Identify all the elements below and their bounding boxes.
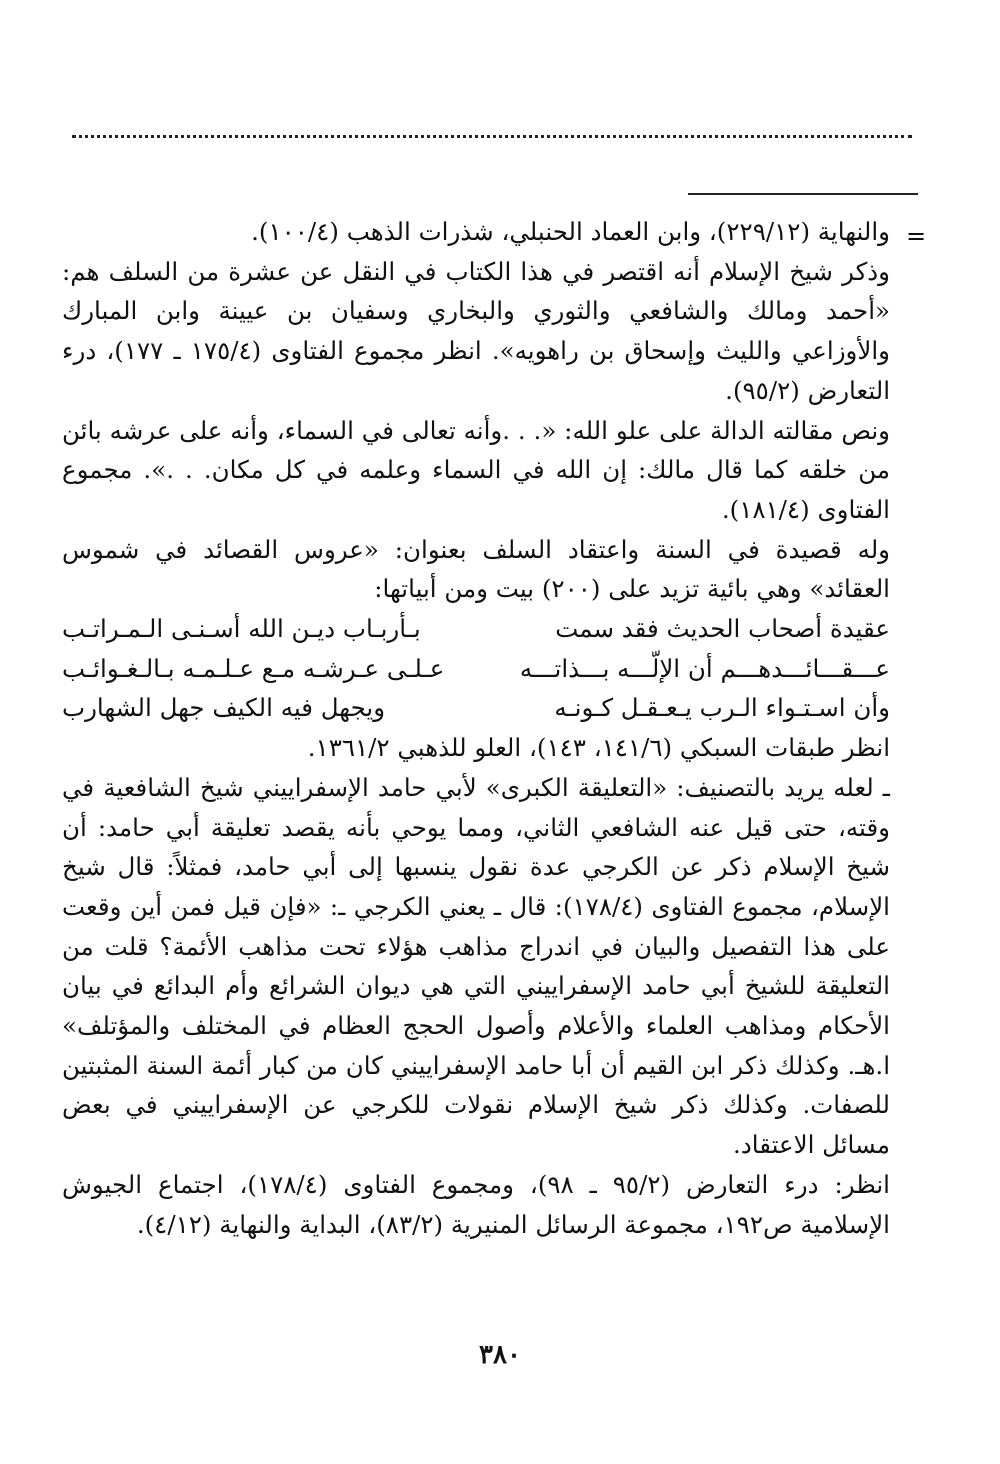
verse-first-half: وأن اسـتـواء الـرب يـعـقـل كـونـه [554, 693, 890, 723]
footnote-paragraph: انظر طبقات السبكي (١٤١/٦، ١٤٣)، العلو للذهبي ١٣٦١/٢. [307, 733, 890, 763]
verse-second-half: ويجهل فيه الكيف جهل الشهارب [62, 693, 386, 723]
verse-second-half: عـلـى عـرشـه مـع عـلـمـه بـالـغـوائـب [62, 653, 445, 683]
footnotes-block [62, 212, 890, 1244]
dotted-separator [72, 118, 912, 138]
footnote-paragraph: والنهاية (٢٢٩/١٢)، وابن العماد الحنبلي، شذرات الذهب (١٠٠/٤). [251, 217, 890, 246]
footnote-paragraph: انظر: درء التعارض (٩٥/٢ ـ ٩٨)، ومجموع الفتاوى (١٧٨/٤)، اجتماع الجيوش الإسلامية ص١٩٢، مجموعة الرسائل المنيرية (٨٣/٢)، البداية والنهاية (٤/١٢). [62, 1169, 890, 1239]
verse-first-half: عـــقـــائـــدهـــم أن الإلّـــه بـــذاتـــه [519, 653, 890, 683]
page-number: ٣٨٠ [479, 1340, 521, 1370]
footnote-paragraph: ـ لعله يريد بالتصنيف: «التعليقة الكبرى» لأبي حامد الإسفراييني شيخ الشافعية في وقته، حتى قيل عنه الشافعي الثاني، ومما يوحي بأنه يقصد تعليقة أبي حامد: أن شيخ الإسلام ذكر عن الكرجي عدة نقول ينسبها إلى أبي حامد، فمثلاً: قال شيخ الإسلام، مجموع الفتاوى (١٧٨/٤): قال ـ يعني الكرجي ـ: «فإن قيل فمن أين وقعت على هذا التفصيل والبيان في اندراج مذاهب هؤلاء تحت مذاهب الأئمة؟ قلت من التعليقة للشيخ أبي حامد الإسفراييني التي هي ديوان الشرائع وأم البدائع في بيان الأحكام ومذاهب العلماء والأعلام وأصول الحجج العظام في المختلف والمؤتلف» ا.هـ. وكذلك ذكر ابن القيم أن أبا حامد الإسفراييني كان من كبار أئمة السنة المثبتين للصفات. وكذلك ذكر شيخ الإسلام نقولات للكرجي عن الإسفراييني في بعض مسائل الاعتقاد. [62, 772, 890, 1160]
poem [62, 609, 890, 728]
footnote-paragraph: وذكر شيخ الإسلام أنه اقتصر في هذا الكتاب في النقل عن عشرة من السلف هم: «أحمد ومالك والشافعي والثوري والبخاري وسفيان بن عيينة وابن المبارك والأوزاعي والليث وإسحاق بن راهويه». انظر مجموع الفتاوى (١٧٥/٤ ـ ١٧٧)، درء التعارض (٩٥/٢). [62, 256, 890, 405]
verse-first-half: عقيدة أصحاب الحديث فقد سمت [555, 614, 890, 644]
footnote-paragraph: ونص مقالته الدالة على علو الله: «. . .وأنه تعالى في السماء، وأنه على عرشه بائن من خلقه كما قال مالك: إن الله في السماء وعلمه في كل مكان. . .». مجموع الفتاوى (١٨١/٤). [62, 415, 890, 524]
poem-verse [62, 688, 890, 728]
footnote-paragraph: وله قصيدة في السنة واعتقاد السلف بعنوان: «عروس القصائد في شموس العقائد» وهي بائية تزيد على (٢٠٠) بيت ومن أبياتها: [62, 534, 890, 604]
poem-verse [62, 609, 890, 649]
continuation-mark: = [906, 222, 927, 250]
poem-verse [62, 649, 890, 689]
footnote-rule [688, 193, 918, 195]
verse-second-half: بـأربـاب ديـن الله أسـنـى الـمـراتـب [62, 614, 421, 644]
